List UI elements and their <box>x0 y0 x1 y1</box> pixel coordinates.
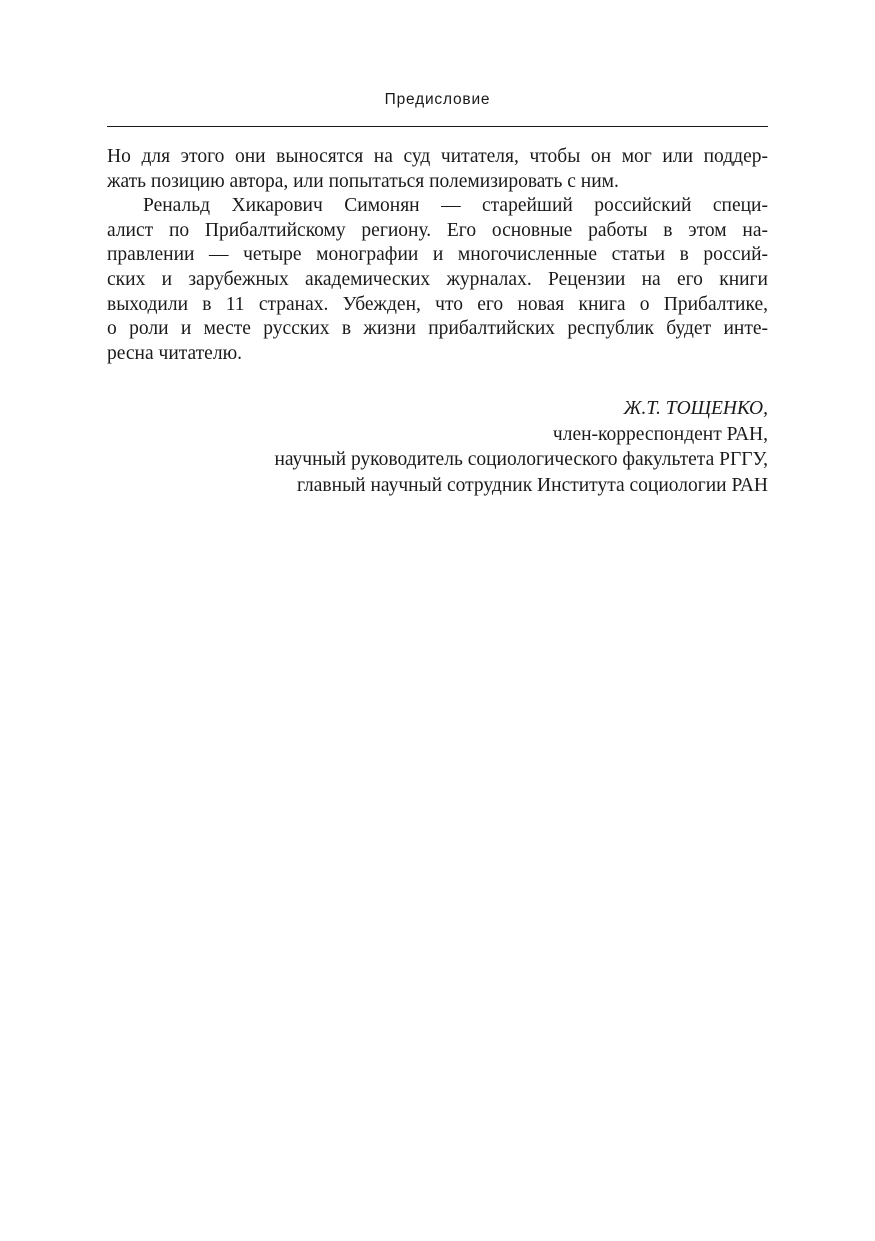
author-title: научный руководитель социологического факультета РГГУ, <box>274 449 768 470</box>
main-text <box>107 145 768 366</box>
text-line: о роли и месте русских в жизни прибалтийских республик будет инте- <box>107 318 768 340</box>
author-name: Ж.Т. ТОЩЕНКО, <box>623 398 768 419</box>
author-title: главный научный сотрудник Института социологии РАН <box>297 474 768 496</box>
text-line: Ренальд Хикарович Симонян — старейший российский специ- <box>143 195 768 217</box>
header-rule <box>107 126 768 127</box>
signature-block <box>107 396 768 498</box>
text-line: выходили в 11 странах. Убежден, что его новая книга о Прибалтике, <box>107 293 768 315</box>
text-line: Но для этого они выносятся на суд читателя, чтобы он мог или поддер- <box>107 146 768 167</box>
text-line: ресна читателю. <box>107 342 243 364</box>
text-line: алист по Прибалтийскому региону. Его основные работы в этом на- <box>107 219 768 241</box>
author-title: член-корреспондент РАН, <box>552 423 768 445</box>
text-line: ских и зарубежных академических журналах. Рецензии на его книги <box>107 268 768 290</box>
text-line: жать позицию автора, или попытаться полемизировать с ним. <box>107 170 619 192</box>
text-line: правлении — четыре монографии и многочисленные статьи в россий- <box>107 244 768 266</box>
running-header: Предисловие <box>384 91 491 108</box>
